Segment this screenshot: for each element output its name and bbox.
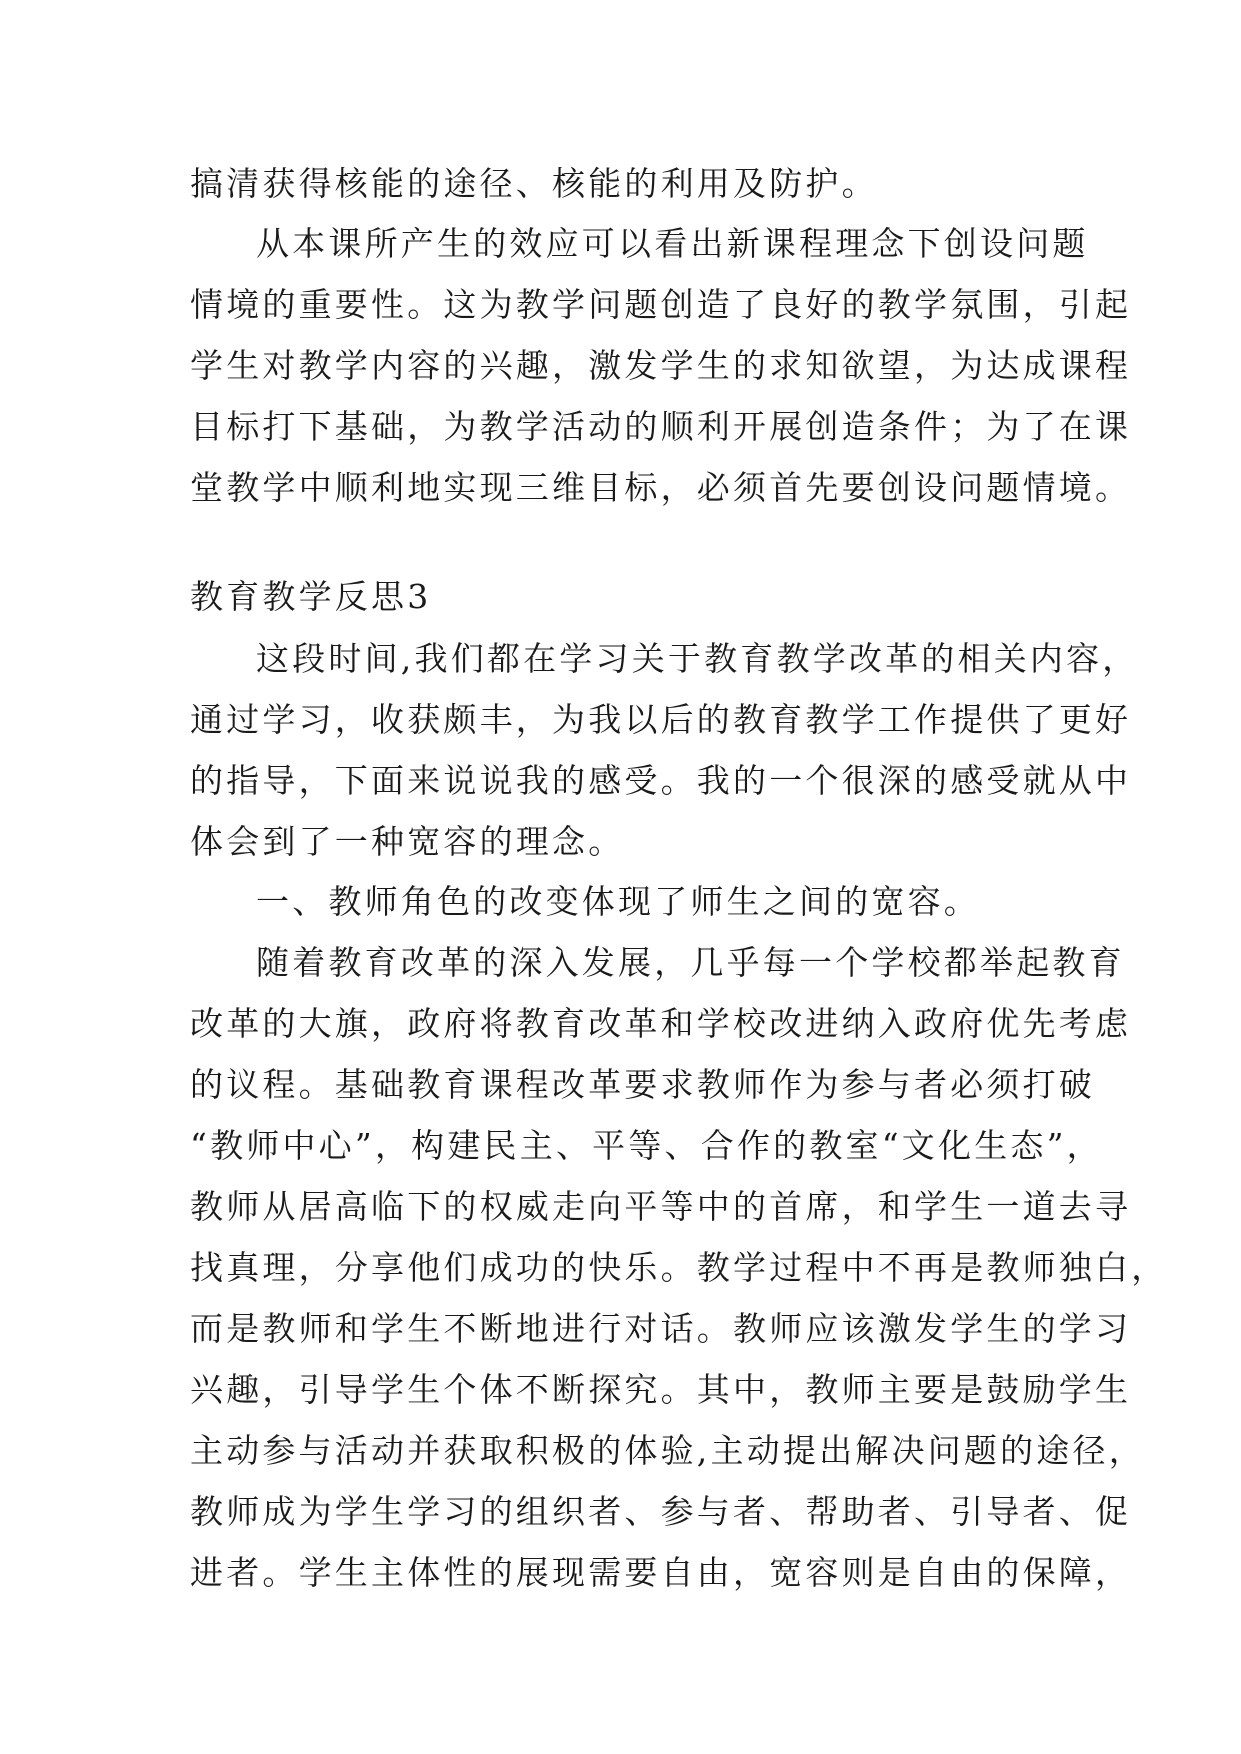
paragraph-line: “教师中心”，构建民主、平等、合作的教室“文化生态”， (190, 1126, 1103, 1165)
paragraph-line: 情境的重要性。这为教学问题创造了良好的教学氛围，引起 (190, 285, 1132, 324)
paragraph-line: 体会到了一种宽容的理念。 (190, 822, 625, 861)
paragraph-line: 这段时间,我们都在学习关于教育教学改革的相关内容， (256, 639, 1139, 678)
paragraph-line: 一、教师角色的改变体现了师生之间的宽容。 (256, 882, 980, 921)
paragraph-line: 而是教师和学生不断地进行对话。教师应该激发学生的学习 (190, 1309, 1132, 1348)
paragraph-line: 的指导，下面来说说我的感受。我的一个很深的感受就从中 (190, 761, 1132, 800)
paragraph-line: 通过学习，收获颇丰，为我以后的教育教学工作提供了更好 (190, 700, 1132, 739)
paragraph-line: 学生对教学内容的兴趣，激发学生的求知欲望，为达成课程 (190, 346, 1132, 385)
section-heading: 教育教学反思3 (190, 577, 432, 616)
paragraph-line: 进者。学生主体性的展现需要自由，宽容则是自由的保障， (190, 1553, 1132, 1592)
paragraph-line: 目标打下基础，为教学活动的顺利开展创造条件；为了在课 (190, 407, 1132, 446)
paragraph-line: 搞清获得核能的途径、核能的利用及防护。 (190, 164, 878, 203)
paragraph-line: 堂教学中顺利地实现三维目标，必须首先要创设问题情境。 (190, 468, 1132, 507)
paragraph-line: 从本课所产生的效应可以看出新课程理念下创设问题 (256, 224, 1089, 263)
paragraph-line: 随着教育改革的深入发展，几乎每一个学校都举起教育 (256, 943, 1125, 982)
paragraph-line: 改革的大旗，政府将教育改革和学校改进纳入政府优先考虑 (190, 1004, 1132, 1043)
paragraph-line: 教师从居高临下的权威走向平等中的首席，和学生一道去寻 (190, 1187, 1132, 1226)
paragraph-line: 找真理，分享他们成功的快乐。教学过程中不再是教师独白， (190, 1248, 1168, 1287)
paragraph-line: 教师成为学生学习的组织者、参与者、帮助者、引导者、促 (190, 1492, 1132, 1531)
paragraph-line: 主动参与活动并获取积极的体验,主动提出解决问题的途径， (190, 1431, 1145, 1470)
paragraph-line: 兴趣，引导学生个体不断探究。其中，教师主要是鼓励学生 (190, 1370, 1132, 1409)
paragraph-line: 的议程。基础教育课程改革要求教师作为参与者必须打破 (190, 1065, 1095, 1104)
